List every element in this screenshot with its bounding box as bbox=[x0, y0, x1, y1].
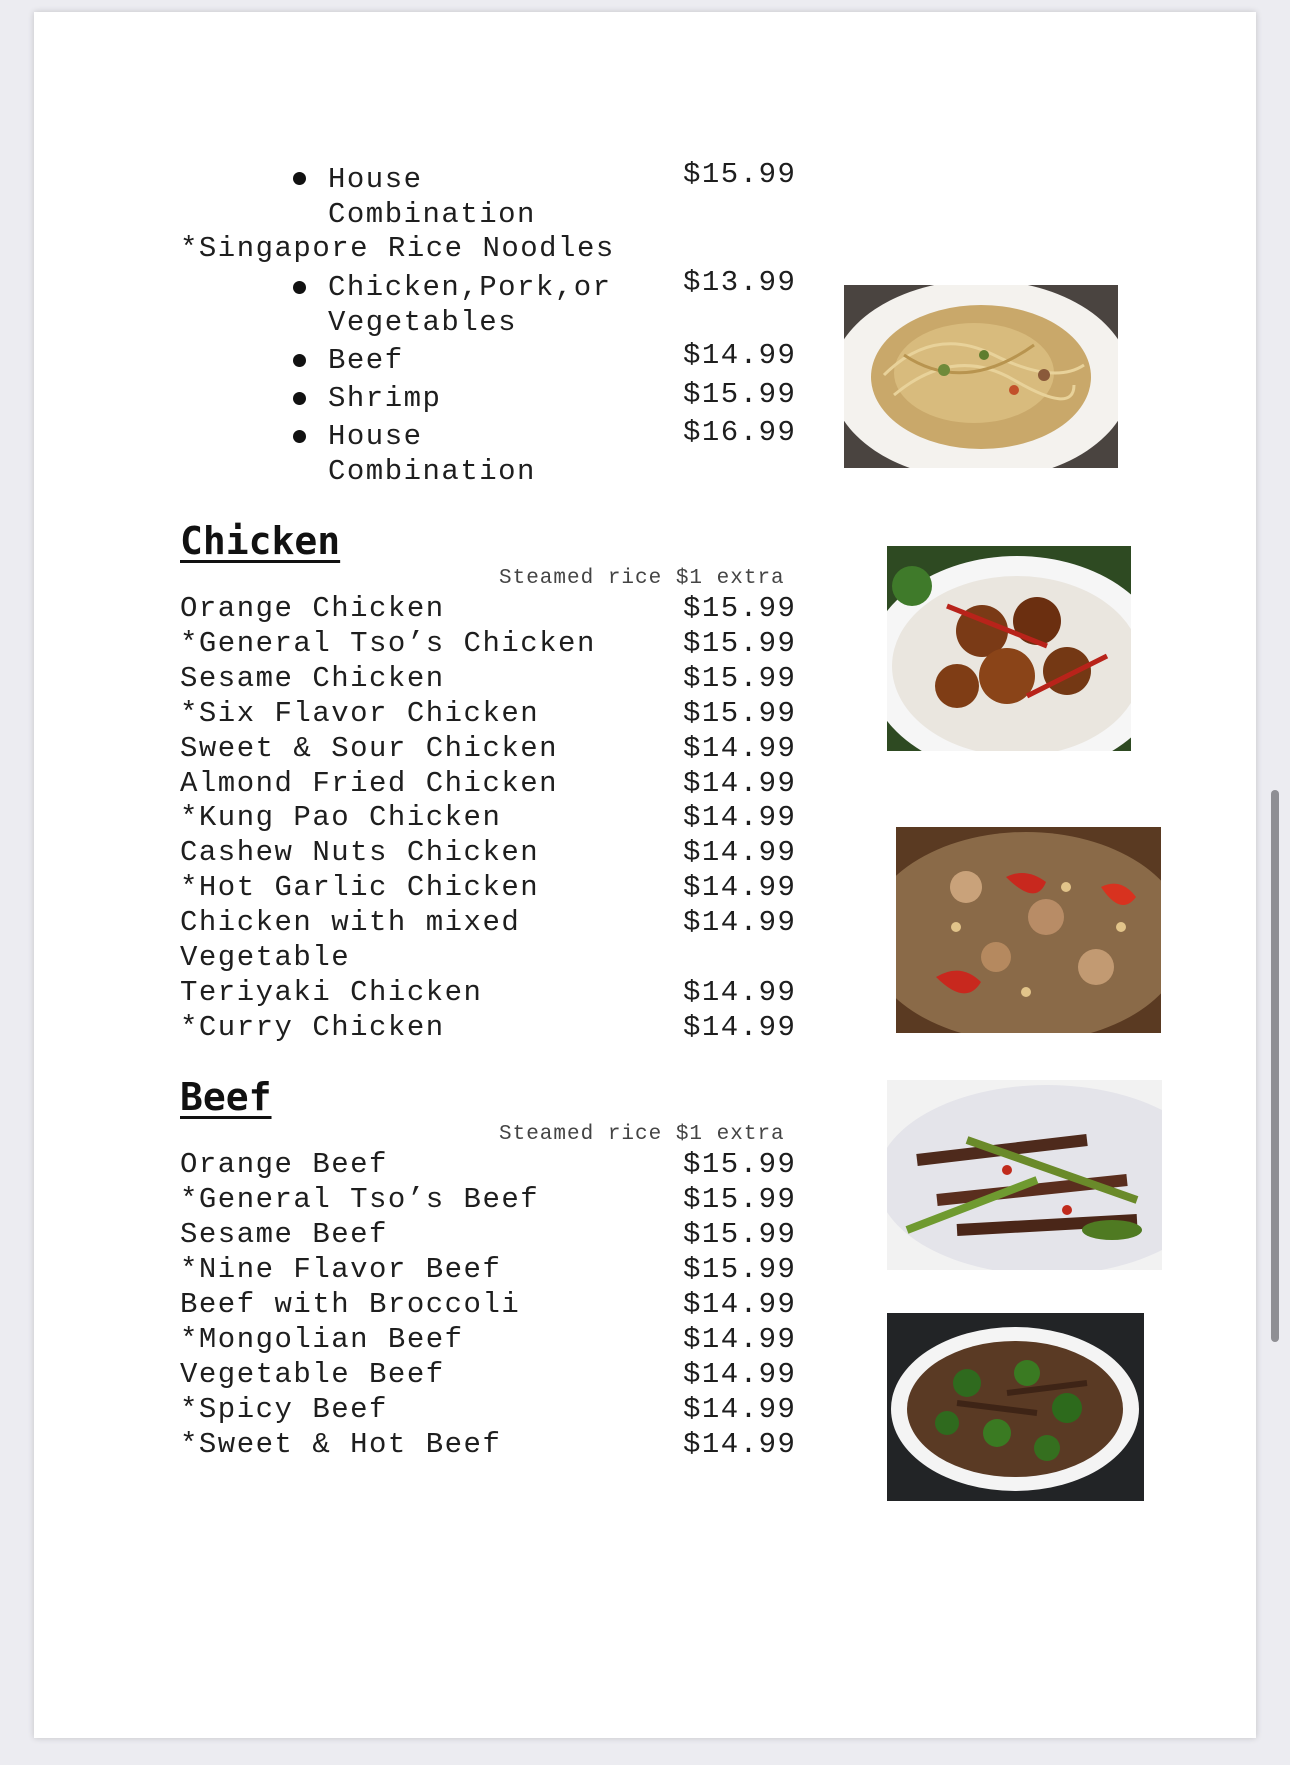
menu-item-name: Shrimp bbox=[328, 382, 442, 415]
section-subtitle: *Singapore Rice Noodles bbox=[180, 232, 615, 265]
kung-pao-chicken-photo bbox=[896, 827, 1161, 1033]
menu-item-price: $15.99 bbox=[683, 627, 797, 660]
menu-item-price: $15.99 bbox=[683, 1218, 797, 1251]
menu-item-price: $14.99 bbox=[683, 1428, 797, 1461]
menu-item-name: Beef with Broccoli bbox=[180, 1288, 521, 1321]
menu-item-price: $14.99 bbox=[683, 1288, 797, 1321]
menu-item-price: $14.99 bbox=[683, 1011, 797, 1044]
menu-item-price: $15.99 bbox=[683, 158, 797, 191]
menu-item-name: Beef bbox=[328, 344, 404, 377]
menu-item-price: $14.99 bbox=[683, 836, 797, 869]
menu-item-name: *Curry Chicken bbox=[180, 1011, 445, 1044]
menu-item-price: $16.99 bbox=[683, 416, 797, 449]
menu-item-name: Cashew Nuts Chicken bbox=[180, 836, 540, 869]
menu-item-price: $14.99 bbox=[683, 801, 797, 834]
bullet-icon bbox=[293, 392, 306, 405]
menu-item-price: $14.99 bbox=[683, 767, 797, 800]
menu-item-name: *Six Flavor Chicken bbox=[180, 697, 540, 730]
singapore-noodles-photo bbox=[844, 285, 1118, 468]
menu-item-name: Almond Fried Chicken bbox=[180, 767, 559, 800]
menu-item-price: $13.99 bbox=[683, 266, 797, 299]
menu-item-name: *General Tso’s Chicken bbox=[180, 627, 596, 660]
rice-note: Steamed rice $1 extra bbox=[499, 567, 785, 590]
menu-item-price: $14.99 bbox=[683, 976, 797, 1009]
bullet-icon bbox=[293, 172, 306, 185]
menu-item-name: House Combination bbox=[328, 420, 536, 488]
rice-note: Steamed rice $1 extra bbox=[499, 1123, 785, 1146]
pepper-beef-photo bbox=[887, 1080, 1162, 1270]
menu-item-name: Orange Chicken bbox=[180, 592, 445, 625]
menu-item-name: Chicken with mixed Vegetable bbox=[180, 906, 521, 974]
menu-item-price: $15.99 bbox=[683, 1148, 797, 1181]
menu-item-price: $15.99 bbox=[683, 697, 797, 730]
menu-item-price: $14.99 bbox=[683, 732, 797, 765]
menu-item-name: House Combination bbox=[328, 163, 536, 231]
menu-item-name: *Mongolian Beef bbox=[180, 1323, 464, 1356]
menu-item-name: *Kung Pao Chicken bbox=[180, 801, 502, 834]
menu-item-name: *Spicy Beef bbox=[180, 1393, 388, 1426]
menu-item-price: $15.99 bbox=[683, 1253, 797, 1286]
menu-item-price: $14.99 bbox=[683, 906, 797, 939]
menu-item-name: Sweet & Sour Chicken bbox=[180, 732, 559, 765]
menu-item-name: Orange Beef bbox=[180, 1148, 388, 1181]
menu-item-name: Teriyaki Chicken bbox=[180, 976, 483, 1009]
menu-item-price: $14.99 bbox=[683, 1358, 797, 1391]
menu-item-name: *Nine Flavor Beef bbox=[180, 1253, 502, 1286]
menu-item-name: Sesame Beef bbox=[180, 1218, 388, 1251]
menu-item-price: $14.99 bbox=[683, 1323, 797, 1356]
section-heading-beef: Beef bbox=[180, 1075, 272, 1119]
menu-item-price: $15.99 bbox=[683, 378, 797, 411]
bullet-icon bbox=[293, 354, 306, 367]
menu-item-name: Chicken,Pork,or Vegetables bbox=[328, 271, 612, 339]
menu-item-name: *Sweet & Hot Beef bbox=[180, 1428, 502, 1461]
menu-item-price: $15.99 bbox=[683, 662, 797, 695]
bullet-icon bbox=[293, 281, 306, 294]
menu-item-price: $15.99 bbox=[683, 592, 797, 625]
menu-item-name: *Hot Garlic Chicken bbox=[180, 871, 540, 904]
menu-item-price: $14.99 bbox=[683, 1393, 797, 1426]
section-heading-chicken: Chicken bbox=[180, 519, 341, 563]
menu-item-price: $14.99 bbox=[683, 339, 797, 372]
scrollbar[interactable] bbox=[1271, 790, 1279, 1342]
beef-broccoli-photo bbox=[887, 1313, 1144, 1501]
bullet-icon bbox=[293, 430, 306, 443]
menu-item-name: Sesame Chicken bbox=[180, 662, 445, 695]
menu-item-name: *General Tso’s Beef bbox=[180, 1183, 540, 1216]
menu-item-price: $15.99 bbox=[683, 1183, 797, 1216]
menu-item-price: $14.99 bbox=[683, 871, 797, 904]
general-tso-chicken-photo bbox=[887, 546, 1131, 751]
menu-item-name: Vegetable Beef bbox=[180, 1358, 445, 1391]
